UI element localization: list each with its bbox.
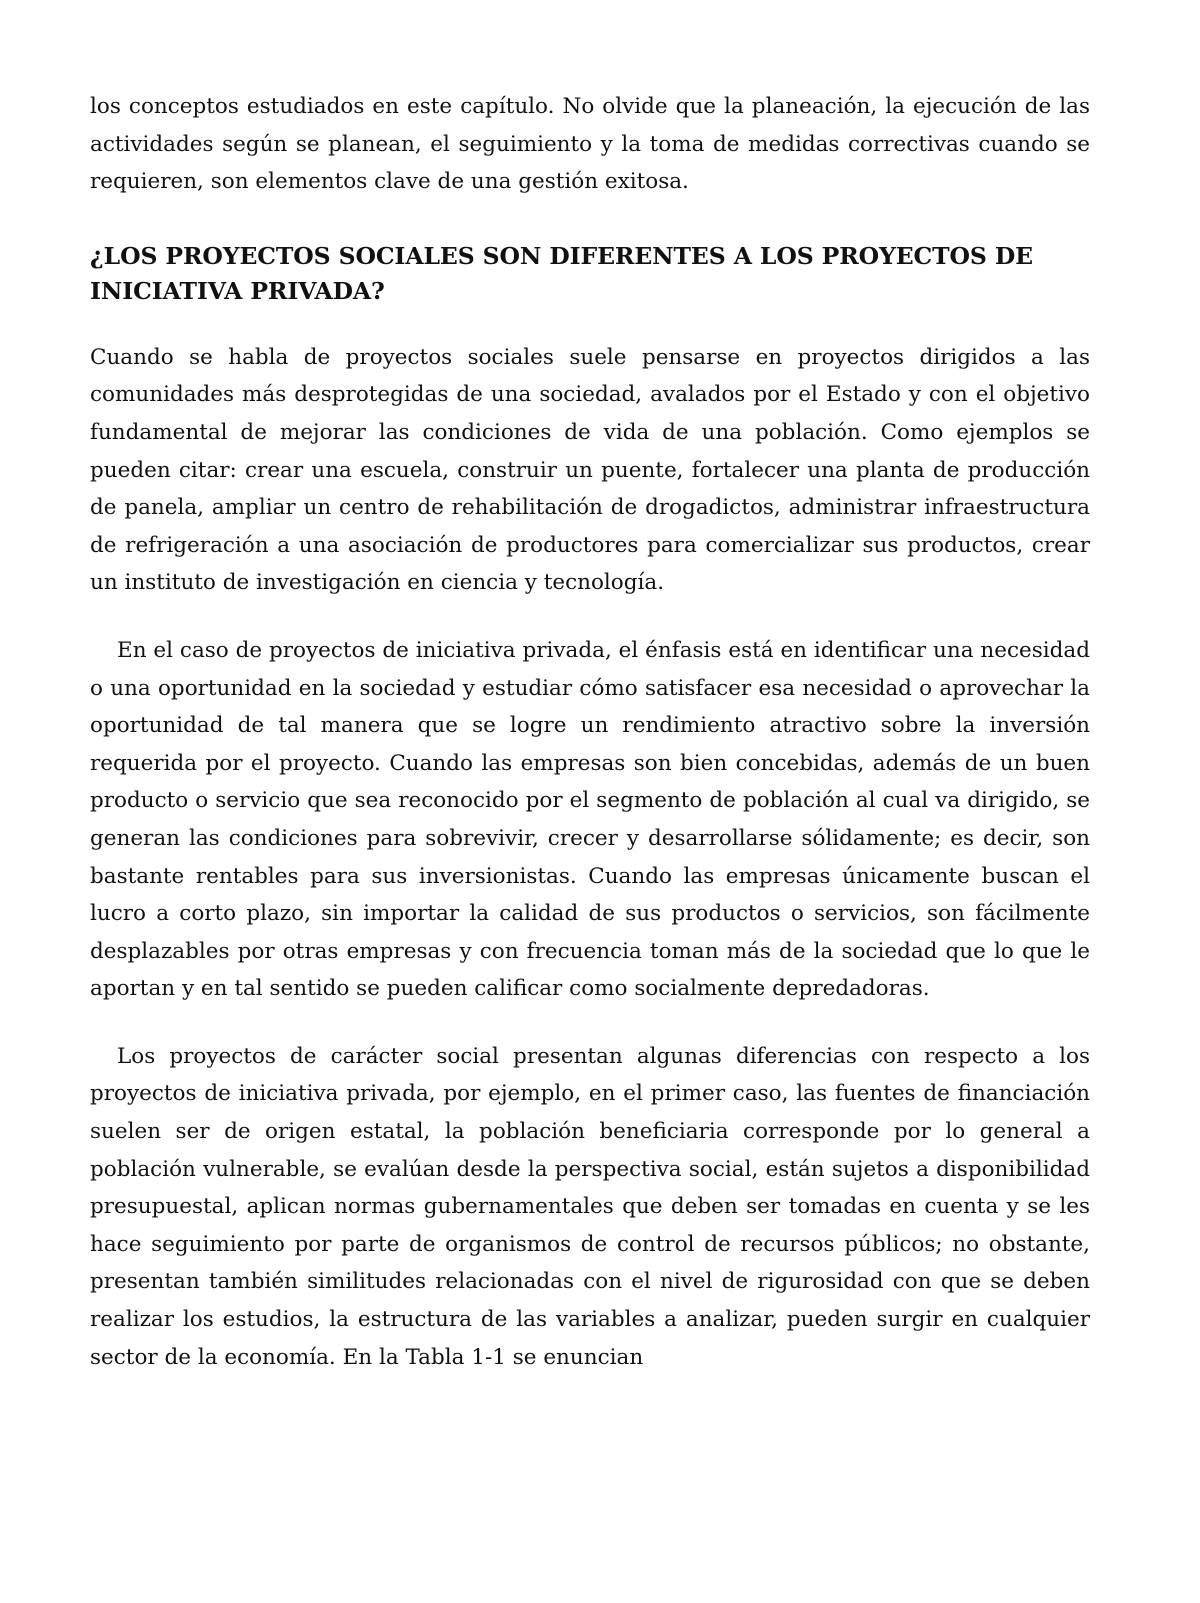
document-page — [90, 88, 1090, 1376]
section-heading: ¿LOS PROYECTOS SOCIALES SON DIFERENTES A LOS PROYECTOS DE INICIATIVA PRIVADA? — [90, 241, 1033, 305]
paragraph-social-projects: Cuando se habla de proyectos sociales suele pensarse en proyectos dirigidos a las comunidades más desprotegidas de una sociedad, avalados por el Estado y con el objetivo fundamental de mejorar las condiciones de vida de una población. Como ejemplos se pueden citar: crear una escuela, construir un puente, fortalecer una planta de producción de panela, ampliar un centro de rehabilitación de drogadictos, administrar infraestructura de refrigeración a una asociación de productores para comercializar sus productos, crear un instituto de investigación en ciencia y tecnología. — [90, 344, 1090, 596]
paragraph-intro: los conceptos estudiados en este capítulo. No olvide que la planeación, la ejecución de las actividades según se planean, el seguimiento y la toma de medidas correctivas cuando se requieren, son elementos clave de una gestión exitosa. — [90, 94, 1090, 195]
paragraph-differences: Los proyectos de carácter social presentan algunas diferencias con respecto a los proyectos de iniciativa privada, por ejemplo, en el primer caso, las fuentes de financiación suelen ser de origen estatal, la población beneficiaria corresponde por lo general a población vulnerable, se evalúan desde la perspectiva social, están sujetos a disponibilidad presupuestal, aplican normas gubernamentales que deben ser tomadas en cuenta y se les hace seguimiento por parte de organismos de control de recursos públicos; no obstante, presentan también similitudes relacionadas con el nivel de rigurosidad con que se deben realizar los estudios, la estructura de las variables a analizar, pueden surgir en cualquier sector de la economía. En la Tabla 1-1 se enuncian — [90, 1043, 1090, 1370]
paragraph-private-projects: En el caso de proyectos de iniciativa privada, el énfasis está en identificar una necesidad o una oportunidad en la sociedad y estudiar cómo satisfacer esa necesidad o aprovechar la oportunidad de tal manera que se logre un rendimiento atractivo sobre la inversión requerida por el proyecto. Cuando las empresas son bien concebidas, además de un buen producto o servicio que sea reconocido por el segmento de población al cual va dirigido, se generan las condiciones para sobrevivir, crecer y desarrollarse sólidamente; es decir, son bastante rentables para sus inversionistas. Cuando las empresas únicamente buscan el lucro a corto plazo, sin importar la calidad de sus productos o servicios, son fácilmente desplazables por otras empresas y con frecuencia toman más de la sociedad que lo que le aportan y en tal sentido se pueden calificar como socialmente depredadoras. — [90, 637, 1090, 1002]
